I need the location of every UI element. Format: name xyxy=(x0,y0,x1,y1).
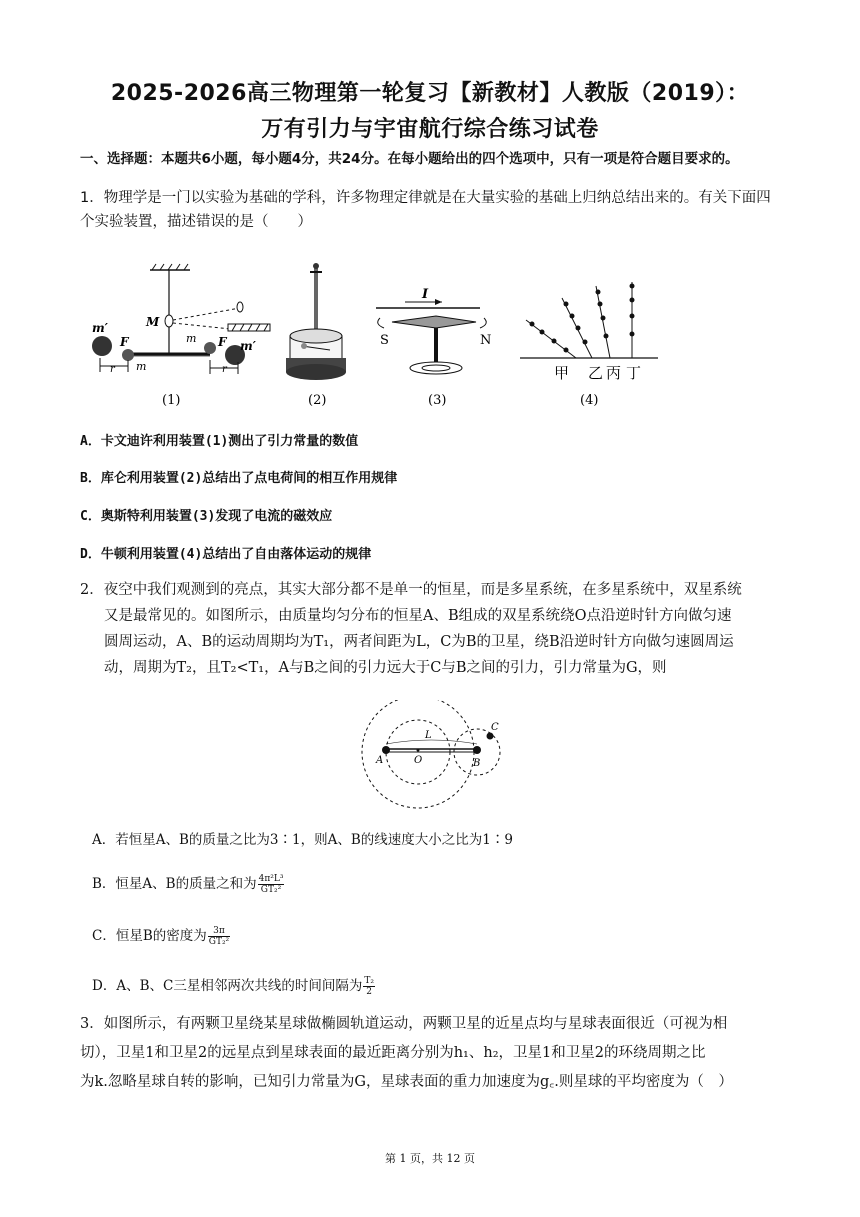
question-3-line-2: 切），卫星1和卫星2的远星点到星球表面的最近距离分别为h₁、h₂，卫星1和卫星2的环绕周期之比 xyxy=(80,1045,706,1061)
question-1-stem: 1．物理学是一门以实验为基础的学科，许多物理定律就是在大量实验的基础上归纳总结出来的。有关下面四个实验装置，描述错误的是（ ） xyxy=(80,190,771,230)
question-3-line-1: 3．如图所示，有两颗卫星绕某星球做椭圆轨道运动，两颗卫星的近星点均与星球表面很近（可视为相 xyxy=(80,1016,728,1032)
label-M: M xyxy=(146,315,160,329)
label-r-right: r xyxy=(222,364,227,375)
option-b-numerator: 4π²L³ xyxy=(258,874,284,884)
option-b-text: B．恒星A、B的质量之和为 xyxy=(92,876,257,892)
option-d-fraction xyxy=(363,976,375,997)
label-m-prime-left: m′ xyxy=(92,321,108,335)
coulomb-balance-figure xyxy=(286,263,346,408)
question-2-line-3: 圆周运动，A、B的运动周期均为T₁，两者间距为L，C为B的卫星，绕B沿逆时针方向做匀速圆周运 xyxy=(104,634,734,650)
label-S: S xyxy=(380,333,389,348)
option-b-denominator: GT₂² xyxy=(260,885,282,895)
page-footer: 第 1 页，共 12 页 xyxy=(385,1152,475,1165)
label-F-right: F xyxy=(218,335,227,349)
star-A-dot xyxy=(382,746,390,754)
label-jia: 甲 xyxy=(554,364,570,382)
center-O-dot xyxy=(417,749,420,752)
label-F-left: F xyxy=(120,335,129,349)
option-c-numerator: 3π xyxy=(208,926,230,937)
figure-label-4: (4) xyxy=(580,393,599,408)
label-N: N xyxy=(480,333,492,348)
label-bing: 丙 xyxy=(606,364,622,382)
oersted-figure xyxy=(376,287,491,408)
label-r-left: r xyxy=(110,364,115,375)
label-A: A xyxy=(376,755,384,766)
question-2-option-c xyxy=(92,924,230,947)
section-instruction: 一、选择题：本题共6小题，每小题4分，共24分。在每小题给出的四个选项中，只有一项是符合题目要求的。 xyxy=(80,151,739,167)
label-current-I: I xyxy=(422,287,429,302)
question-2-option-b xyxy=(92,872,284,895)
question-2-line-4: 动，周期为T₂，且T₂<T₁，A与B之间的引力远大于C与B之间的引力，引力常量为G，则 xyxy=(104,660,667,676)
label-yi: 乙 xyxy=(588,364,604,382)
figure-label-1: (1) xyxy=(162,393,181,408)
star-B-dot xyxy=(473,746,481,754)
option-d-text: D．A、B、C三星相邻两次共线的时间间隔为 xyxy=(92,978,363,994)
question-1-figure xyxy=(80,258,660,418)
label-m-left: m xyxy=(136,360,147,373)
option-d-numerator: T₂ xyxy=(364,976,374,986)
inclined-plane-figure xyxy=(520,282,658,408)
figure-label-3: (3) xyxy=(428,393,447,408)
question-2-line-1: 2．夜空中我们观测到的亮点，其实大部分都不是单一的恒星，而是多星系统，在多星系统中，双星系统 xyxy=(80,582,742,598)
exam-title-line1: 2025-2026高三物理第一轮复习【新教材】人教版（2019）： xyxy=(110,81,750,106)
satellite-C-dot xyxy=(487,733,494,740)
question-1-option-b: B．库仑利用装置(2)总结出了点电荷间的相互作用规律 xyxy=(80,471,398,486)
question-1-option-a: A．卡文迪许利用装置(1)测出了引力常量的数值 xyxy=(80,434,359,449)
question-2-option-d xyxy=(92,974,375,997)
label-L: L xyxy=(425,730,432,741)
question-2-figure xyxy=(356,700,516,812)
option-c-denominator: GT₂² xyxy=(208,937,230,947)
option-c-fraction xyxy=(208,926,230,947)
option-c-text: C．恒星B的密度为 xyxy=(92,928,207,944)
exam-title-line2: 万有引力与宇宙航行综合练习试卷 xyxy=(261,117,599,142)
figure-label-2: (2) xyxy=(308,393,327,408)
option-d-denominator: 2 xyxy=(366,987,372,997)
label-m-right: m xyxy=(186,332,197,345)
label-m-prime-right: m′ xyxy=(240,339,256,353)
label-O: O xyxy=(414,755,423,766)
option-b-fraction xyxy=(258,874,285,895)
label-C: C xyxy=(491,722,499,733)
label-ding: 丁 xyxy=(626,364,642,382)
question-2-option-a: A．若恒星A、B的质量之比为3∶1，则A、B的线速度大小之比为1∶9 xyxy=(92,832,513,848)
question-2-line-2: 又是最常见的。如图所示，由质量均匀分布的恒星A、B组成的双星系统绕O点沿逆时针方向做匀速 xyxy=(104,608,732,624)
torsion-balance-figure xyxy=(92,264,270,408)
question-1-option-c: C．奥斯特利用装置(3)发现了电流的磁效应 xyxy=(80,509,333,524)
question-3-line-3: 为k.忽略星球自转的影响，已知引力常量为G，星球表面的重力加速度为g꜀.则星球的平均密度为（ ） xyxy=(80,1074,733,1090)
label-B: B xyxy=(473,758,481,769)
question-1-option-d: D．牛顿利用装置(4)总结出了自由落体运动的规律 xyxy=(80,547,372,562)
